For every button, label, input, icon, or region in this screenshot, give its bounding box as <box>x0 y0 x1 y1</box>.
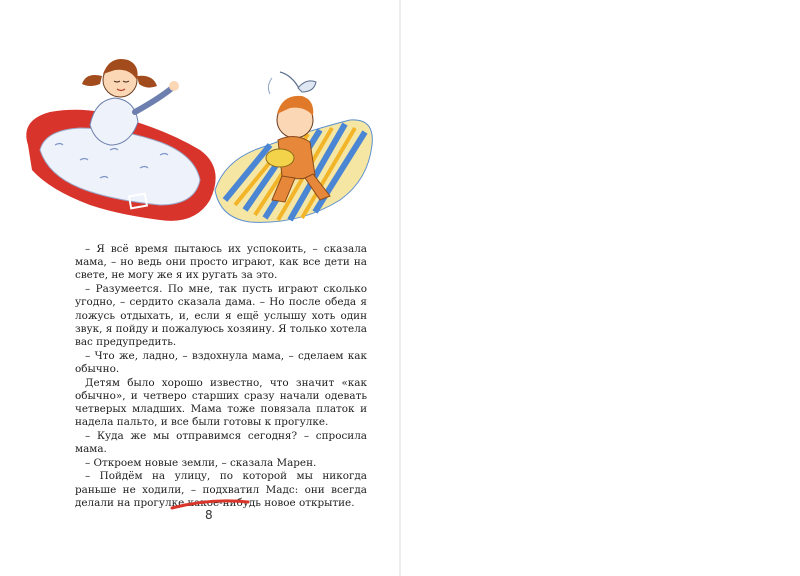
paragraph: – Разумеется. По мне, так пусть играют сколько угодно, – сердито сказала дама. – Но после обеда я ложусь отдыхать, и, если я ещё услышу хоть один звук, я пойду и пожалуюсь хозяину. Я только хотела вас предупредить. <box>75 283 367 348</box>
page-number: 8 <box>205 508 213 522</box>
illustration <box>10 50 390 240</box>
paragraph: – Пойдём на улицу, по которой мы никогда раньше не ходили, – подхватил Мадс: они всегда делали на прогулке какое-нибудь новое открытие. <box>75 470 367 509</box>
left-page-text <box>75 243 367 511</box>
girl-drawing <box>82 59 179 145</box>
paragraph: – Что же, ладно, – вздохнула мама, – сделаем как обычно. <box>75 349 367 375</box>
paragraph: Детям было хорошо известно, что значит «как обычно», и четверо старших сразу начали одевать четверых младших. Мама тоже повязала платок и надела пальто, и все были готовы к прогулке. <box>75 376 367 429</box>
paragraph: – Куда же мы отправимся сегодня? – спросила мама. <box>75 429 367 456</box>
right-page <box>400 0 800 576</box>
paragraph: – Я всё время пытаюсь их успокоить, – сказала мама, – но ведь они просто играют, как все дети на свете, не могу же я их ругать за это. <box>75 243 367 282</box>
paragraph: – Откроем новые земли, – сказала Марен. <box>85 456 317 469</box>
